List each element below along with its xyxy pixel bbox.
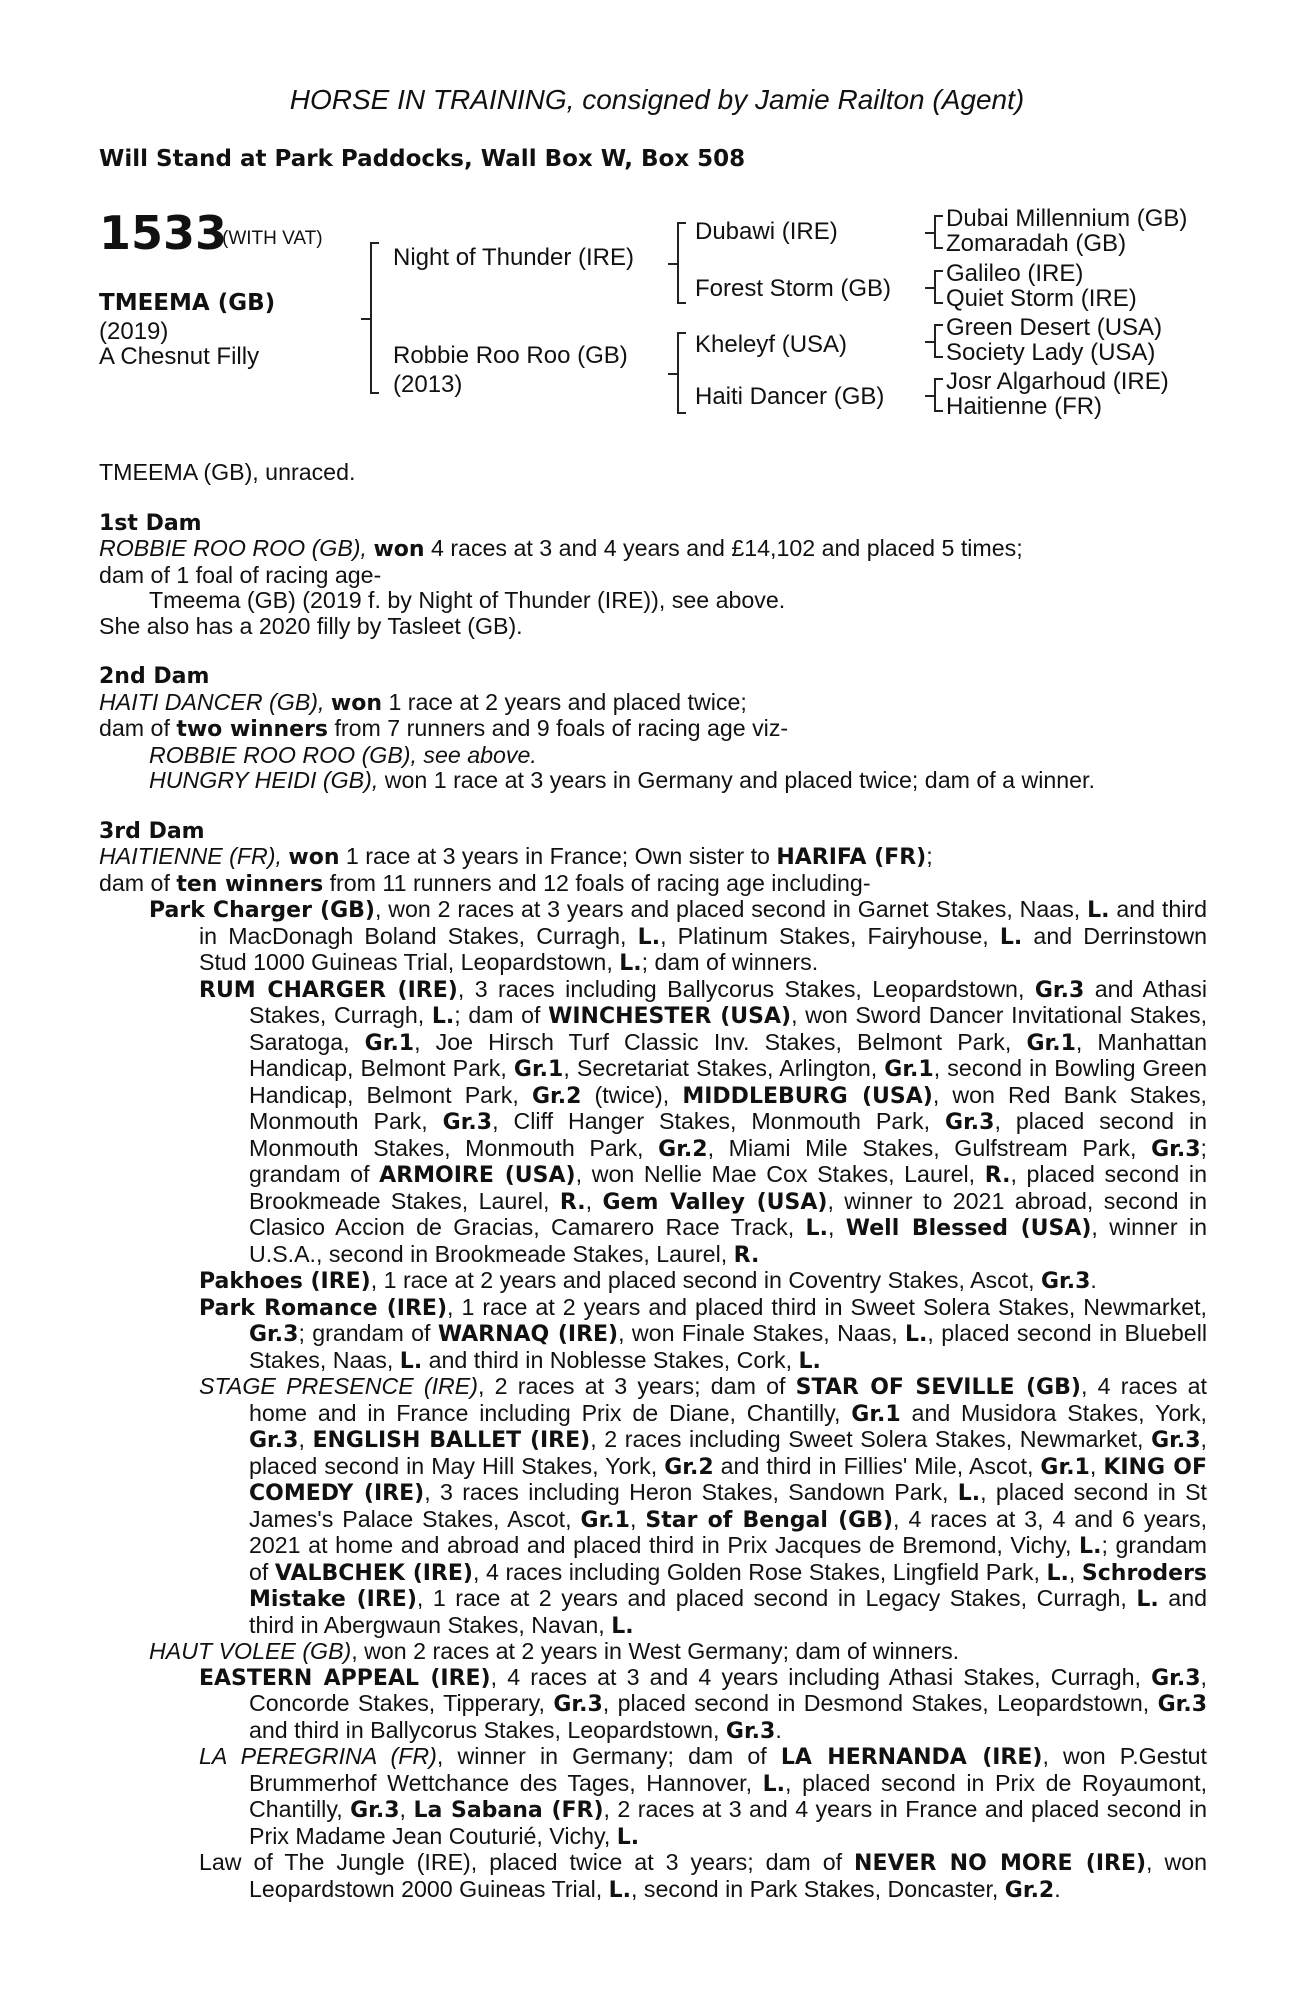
entry-stage-presence: STAGE PRESENCE (IRE), 2 races at 3 years; dam of STAR OF SEVILLE (GB), 4 races at home and in France including Prix de Diane, Chantilly, Gr.1 and Musidora Stakes, York, Gr.3, ENGLISH BALLET (IRE), 2 races including Sweet Solera Stakes, Newmarket, Gr.3, placed second in May Hill Stakes, York, Gr.2 and third in Fillies' Mile, Ascot, Gr.1, KING OF COMEDY (IRE), 3 races including Heron Stakes, Sandown Park, L., placed second in St James's Palace Stakes, Ascot, Gr.1, Star of Bengal (GB), 4 races at 3, 4 and 6 years, 2021 at home and abroad and placed third in Prix Jacques de Bremond, Vichy, L.; grandam of VALBCHEK (IRE), 4 races including Golden Rose Stakes, Lingfield Park, L., Schroders Mistake (IRE), 1 race at 2 years and placed second in Legacy Stakes, Curragh, L. and third in Abergwaun Stakes, Navan, L. bbox=[199, 1373, 1208, 1639]
pedigree-dam-sire: Kheleyf (USA) bbox=[695, 331, 848, 358]
second-dam-line1: HAITI DANCER (GB), won 1 race at 2 years and placed twice; bbox=[99, 688, 747, 716]
entry-rum-charger: RUM CHARGER (IRE), 3 races including Ballycorus Stakes, Leopardstown, Gr.3 and Athasi Stakes, Curragh, L.; dam of WINCHESTER (USA), won Sword Dancer Invitational Stakes, Saratoga, Gr.1, Joe Hirsch Turf Classic Inv. Stakes, Belmont Park, Gr.1, Manhattan Handicap, Belmont Park, Gr.1, Secretariat Stakes, Arlington, Gr.1, second in Bowling Green Handicap, Belmont Park, Gr.2 (twice), MIDDLEBURG (USA), won Red Bank Stakes, Monmouth Park, Gr.3, Cliff Hanger Stakes, Monmouth Park, Gr.3, placed second in Monmouth Stakes, Monmouth Park, Gr.2, Miami Mile Stakes, Gulfstream Park, Gr.3; grandam of ARMOIRE (USA), won Nellie Mae Cox Stakes, Laurel, R., placed second in Brookmeade Stakes, Laurel, R., Gem Valley (USA), winner to 2021 abroad, second in Clasico Accion de Gracias, Camarero Race Track, L., Well Blessed (USA), winner in U.S.A., second in Brookmeade Stakes, Laurel, R. bbox=[199, 975, 1208, 1268]
third-dam-line1: HAITIENNE (FR), won 1 race at 3 years in France; Own sister to HARIFA (FR); bbox=[99, 843, 933, 870]
catalogue-body bbox=[99, 460, 1207, 1903]
pedigree-g8: Haitienne (FR) bbox=[946, 393, 1103, 420]
entry-la-peregrina: LA PEREGRINA (FR), winner in Germany; dam of LA HERNANDA (IRE), won P.Gestut Brummerhof Wettchance des Tages, Hannover, L., placed second in Prix de Royaumont, Chantilly, Gr.3, La Sabana (FR), 2 races at 3 and 4 years in France and placed second in Prix Madame Jean Couturié, Vichy, L. bbox=[199, 1743, 1208, 1850]
vat-note: (WITH VAT) bbox=[222, 228, 323, 249]
entry-park-romance: Park Romance (IRE), 1 race at 2 years and placed third in Sweet Solera Stakes, Newmarket, Gr.3; grandam of WARNAQ (IRE), won Finale Stakes, Naas, L., placed second in Bluebell Stakes, Naas, L. and third in Noblesse Stakes, Cork, L. bbox=[199, 1293, 1207, 1374]
pedigree-sire: Night of Thunder (IRE) bbox=[393, 244, 634, 271]
pedigree-g5: Green Desert (USA) bbox=[946, 314, 1163, 341]
pedigree-brace-sire bbox=[677, 222, 686, 304]
first-dam-heading: 1st Dam bbox=[99, 510, 202, 536]
pedigree-brace-g3 bbox=[934, 324, 943, 358]
second-dam-line4: HUNGRY HEIDI (GB), won 1 race at 3 years in Germany and placed twice; dam of a winner. bbox=[149, 767, 1095, 793]
pedigree-g6: Society Lady (USA) bbox=[946, 339, 1156, 366]
intro-line: TMEEMA (GB), unraced. bbox=[99, 459, 356, 485]
pedigree-g2: Zomaradah (GB) bbox=[946, 230, 1127, 257]
pedigree-brace-dam bbox=[677, 332, 686, 414]
pedigree-brace-main bbox=[370, 242, 379, 394]
first-dam-line4: She also has a 2020 filly by Tasleet (GB). bbox=[99, 612, 523, 639]
pedigree-brace-g4 bbox=[934, 378, 943, 412]
third-dam-heading: 3rd Dam bbox=[99, 818, 205, 844]
first-dam-line3: Tmeema (GB) (2019 f. by Night of Thunder (IRE)), see above. bbox=[149, 587, 786, 613]
first-dam-line2: dam of 1 foal of racing age- bbox=[99, 561, 382, 588]
pedigree-sire-sire: Dubawi (IRE) bbox=[695, 218, 838, 245]
second-dam-line2: dam of two winners from 7 runners and 9 foals of racing age viz- bbox=[99, 715, 789, 742]
pedigree-sire-dam: Forest Storm (GB) bbox=[695, 275, 892, 302]
second-dam-heading: 2nd Dam bbox=[99, 664, 210, 689]
first-dam-line1: ROBBIE ROO ROO (GB), won 4 races at 3 and 4 years and £14,102 and placed 5 times; bbox=[99, 535, 1023, 562]
entry-park-charger: Park Charger (GB), won 2 races at 3 years and placed second in Garnet Stakes, Naas, L. and third in MacDonagh Boland Stakes, Curragh, L., Platinum Stakes, Fairyhouse, L. and Derrinstown Stud 1000 Guineas Trial, Leopardstown, L.; dam of winners. bbox=[149, 896, 1207, 976]
entry-haut-volee: HAUT VOLEE (GB), won 2 races at 2 years in West Germany; dam of winners. bbox=[149, 1638, 960, 1664]
pedigree-dam-dam: Haiti Dancer (GB) bbox=[695, 383, 885, 410]
stabling-info: Will Stand at Park Paddocks, Wall Box W, Box 508 bbox=[99, 146, 746, 172]
third-dam-line2: dam of ten winners from 11 runners and 12 foals of racing age including- bbox=[99, 869, 871, 897]
pedigree-brace-g2 bbox=[934, 270, 943, 304]
pedigree-g1: Dubai Millennium (GB) bbox=[946, 205, 1188, 232]
pedigree-g7: Josr Algarhoud (IRE) bbox=[946, 368, 1169, 395]
catalogue-title: HORSE IN TRAINING, consigned by Jamie Railton (Agent) bbox=[289, 84, 1025, 115]
entry-pakhoes: Pakhoes (IRE), 1 race at 2 years and placed second in Coventry Stakes, Ascot, Gr.3. bbox=[199, 1267, 1097, 1294]
entry-eastern-appeal: EASTERN APPEAL (IRE), 4 races at 3 and 4 years including Athasi Stakes, Curragh, Gr.3, Concorde Stakes, Tipperary, Gr.3, placed second in Desmond Stakes, Leopardstown, Gr.3 and third in Ballycorus Stakes, Leopardstown, Gr.3. bbox=[199, 1663, 1207, 1744]
entry-law-of-the-jungle: Law of The Jungle (IRE), placed twice at 3 years; dam of NEVER NO MORE (IRE), won Leopardstown 2000 Guineas Trial, L., second in Park Stakes, Doncaster, Gr.2. bbox=[199, 1849, 1207, 1903]
pedigree-brace-g1 bbox=[934, 215, 943, 249]
pedigree-g3: Galileo (IRE) bbox=[946, 260, 1084, 287]
horse-description: A Chesnut Filly bbox=[99, 343, 260, 370]
pedigree-dam-year: (2013) bbox=[393, 371, 463, 398]
second-dam-line3: ROBBIE ROO ROO (GB), see above. bbox=[149, 741, 537, 768]
horse-year: (2019) bbox=[99, 318, 169, 345]
pedigree-g4: Quiet Storm (IRE) bbox=[946, 285, 1137, 312]
pedigree-dam: Robbie Roo Roo (GB) bbox=[393, 342, 628, 369]
horse-name: TMEEMA (GB) bbox=[99, 290, 276, 316]
lot-number: 1533 bbox=[99, 206, 228, 260]
